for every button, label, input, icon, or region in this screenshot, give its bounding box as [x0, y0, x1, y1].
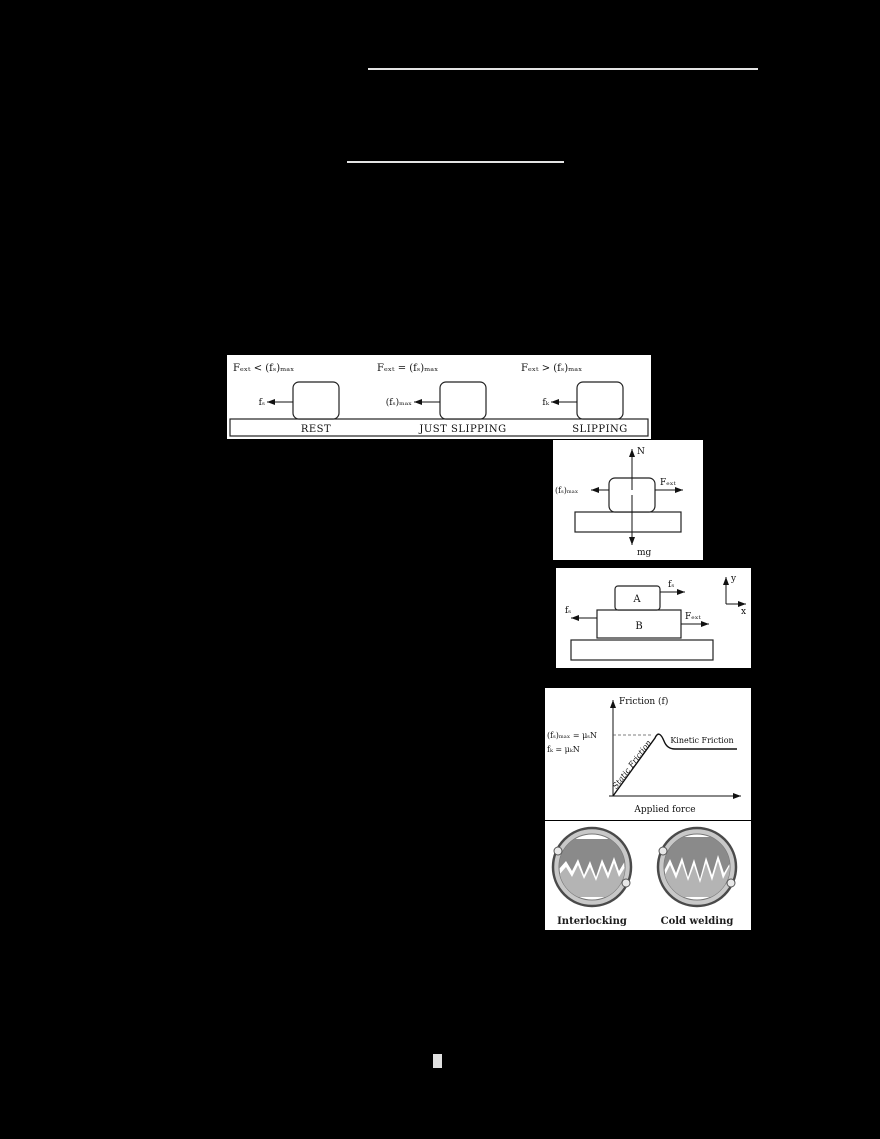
- condition-label: Fₑₓₜ < (fₛ)ₘₐₓ: [233, 363, 295, 374]
- graph-xlabel: Applied force: [634, 805, 696, 815]
- friction-a-label: fₛ: [668, 580, 675, 590]
- normal-label: N: [637, 447, 645, 457]
- block: [293, 382, 339, 419]
- kinetic-equation: fₖ = μₖN: [547, 745, 580, 754]
- friction-label: fₖ: [542, 398, 549, 408]
- applied-label: Fₑₓₜ: [685, 612, 701, 622]
- interlocking-caption: Interlocking: [557, 916, 627, 927]
- friction-states-diagram: [227, 355, 651, 439]
- figure-surface-contact: [545, 821, 751, 930]
- figure-free-body-diagram: [553, 440, 703, 560]
- heading-rule-line: [368, 68, 758, 70]
- block-a-label: A: [633, 594, 641, 605]
- block: [577, 382, 623, 419]
- figure-friction-graph: [545, 688, 751, 820]
- block: [440, 382, 486, 419]
- cold-welding-caption: Cold welding: [660, 916, 734, 927]
- max-static-equation: (fₛ)ₘₐₓ = μₛN: [547, 731, 597, 740]
- free-body-diagram: [553, 440, 703, 560]
- friction-b-label: fₛ: [564, 606, 572, 616]
- surface-contact-diagram: [545, 821, 751, 930]
- lens-knob: [727, 879, 735, 887]
- block-b-label: B: [635, 621, 643, 632]
- friction-graph: [545, 688, 751, 820]
- applied-label: Fₑₓₜ: [660, 478, 676, 488]
- state-label: SLIPPING: [572, 424, 628, 435]
- figure-friction-states: [227, 355, 651, 439]
- kinetic-friction-label: Kinetic Friction: [670, 736, 734, 745]
- graph-ylabel: Friction (f): [619, 697, 669, 707]
- y-axis-label: y: [731, 574, 737, 584]
- ground-bar: [575, 512, 681, 532]
- state-label: JUST SLIPPING: [419, 424, 507, 435]
- figure-stacked-blocks: [556, 568, 751, 668]
- page-number-mark: [433, 1054, 442, 1068]
- friction-label: fₛ: [258, 398, 265, 408]
- state-label: REST: [300, 424, 332, 435]
- stacked-blocks-diagram: [556, 568, 751, 668]
- blank-rule-line: [347, 161, 564, 163]
- condition-label: Fₑₓₜ = (fₛ)ₘₐₓ: [377, 363, 439, 374]
- x-axis-label: x: [741, 607, 747, 617]
- friction-label: (fₛ)ₘₐₓ: [555, 486, 579, 495]
- lens-knob: [554, 847, 562, 855]
- weight-label: mg: [637, 548, 652, 558]
- lens-knob: [659, 847, 667, 855]
- ground-bar: [571, 640, 713, 660]
- condition-label: Fₑₓₜ > (fₛ)ₘₐₓ: [521, 363, 583, 374]
- static-friction-label: Static Friction: [610, 738, 654, 791]
- lens-knob: [622, 879, 630, 887]
- friction-label: (fₛ)ₘₐₓ: [385, 398, 412, 408]
